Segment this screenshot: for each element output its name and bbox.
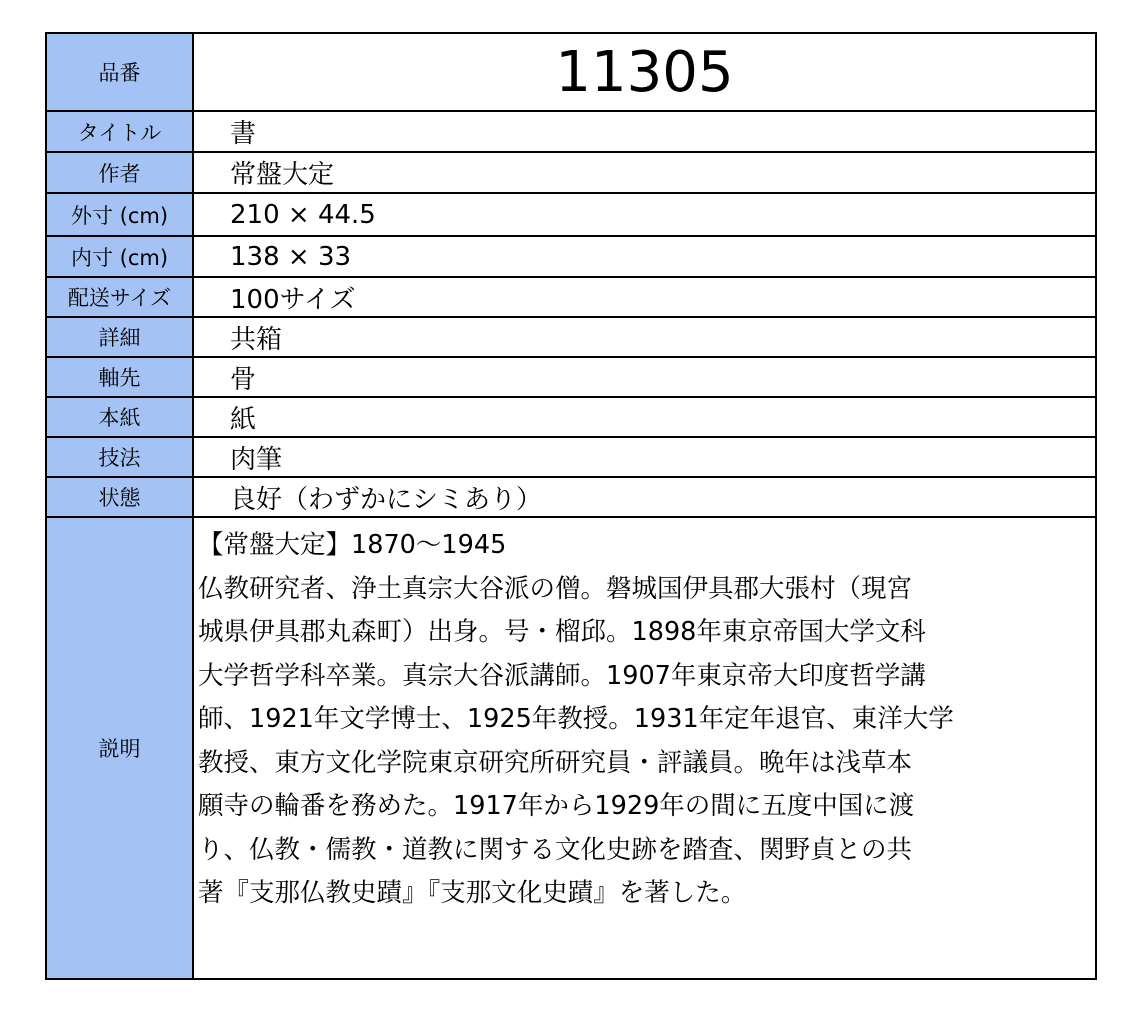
description-line: り、仏教・儒教・道教に関する文化史跡を踏査、関野貞との共 xyxy=(198,834,913,865)
row-base-material xyxy=(46,397,1096,437)
label-roller-end: 軸先 xyxy=(46,357,193,397)
label-details: 詳細 xyxy=(46,317,193,357)
value-inner-size: 138 × 33 xyxy=(193,236,1096,277)
row-shipping-size xyxy=(46,277,1096,317)
description-line: 大学哲学科卒業。真宗大谷派講師。1907年東京帝大印度哲学講 xyxy=(198,660,926,691)
row-roller-end xyxy=(46,357,1096,397)
label-author: 作者 xyxy=(46,152,193,193)
label-base-material: 本紙 xyxy=(46,397,193,437)
row-details xyxy=(46,317,1096,357)
value-details: 共箱 xyxy=(193,317,1096,357)
description-line: 仏教研究者、浄土真宗大谷派の僧。磐城国伊具郡大張村（現宮 xyxy=(198,573,913,604)
label-technique: 技法 xyxy=(46,437,193,477)
row-condition xyxy=(46,477,1096,517)
row-description xyxy=(46,517,1096,979)
value-author: 常盤大定 xyxy=(193,152,1096,193)
label-shipping-size: 配送サイズ xyxy=(46,277,193,317)
description-line: 【常盤大定】1870〜1945 xyxy=(198,530,507,560)
value-base-material: 紙 xyxy=(193,397,1096,437)
description-line: 教授、東方文化学院東京研究所研究員・評議員。晩年は浅草本 xyxy=(198,747,913,778)
row-item-number xyxy=(46,33,1096,111)
value-description xyxy=(193,517,1096,979)
value-title: 書 xyxy=(193,111,1096,152)
description-line: 城県伊具郡丸森町）出身。号・榴邱。1898年東京帝国大学文科 xyxy=(198,617,926,647)
value-shipping-size: 100サイズ xyxy=(193,277,1096,317)
product-info-table xyxy=(45,32,1097,980)
label-condition: 状態 xyxy=(46,477,193,517)
value-outer-size: 210 × 44.5 xyxy=(193,193,1096,236)
value-technique: 肉筆 xyxy=(193,437,1096,477)
value-condition: 良好（わずかにシミあり） xyxy=(193,477,1096,517)
row-title xyxy=(46,111,1096,152)
label-outer-size: 外寸 (cm) xyxy=(46,193,193,236)
description-line: 願寺の輪番を務めた。1917年から1929年の間に五度中国に渡 xyxy=(198,791,915,821)
label-title: タイトル xyxy=(46,111,193,152)
description-line: 著『支那仏教史蹟』『支那文化史蹟』を著した。 xyxy=(198,878,747,908)
description-line: 師、1921年文学博士、1925年教授。1931年定年退官、東洋大学 xyxy=(198,704,954,734)
value-item-number: 11305 xyxy=(193,33,1096,111)
row-inner-size xyxy=(46,236,1096,277)
row-technique xyxy=(46,437,1096,477)
label-inner-size: 内寸 (cm) xyxy=(46,236,193,277)
row-outer-size xyxy=(46,193,1096,236)
label-item-number: 品番 xyxy=(46,33,193,111)
label-description: 説明 xyxy=(46,517,193,979)
value-roller-end: 骨 xyxy=(193,357,1096,397)
row-author xyxy=(46,152,1096,193)
